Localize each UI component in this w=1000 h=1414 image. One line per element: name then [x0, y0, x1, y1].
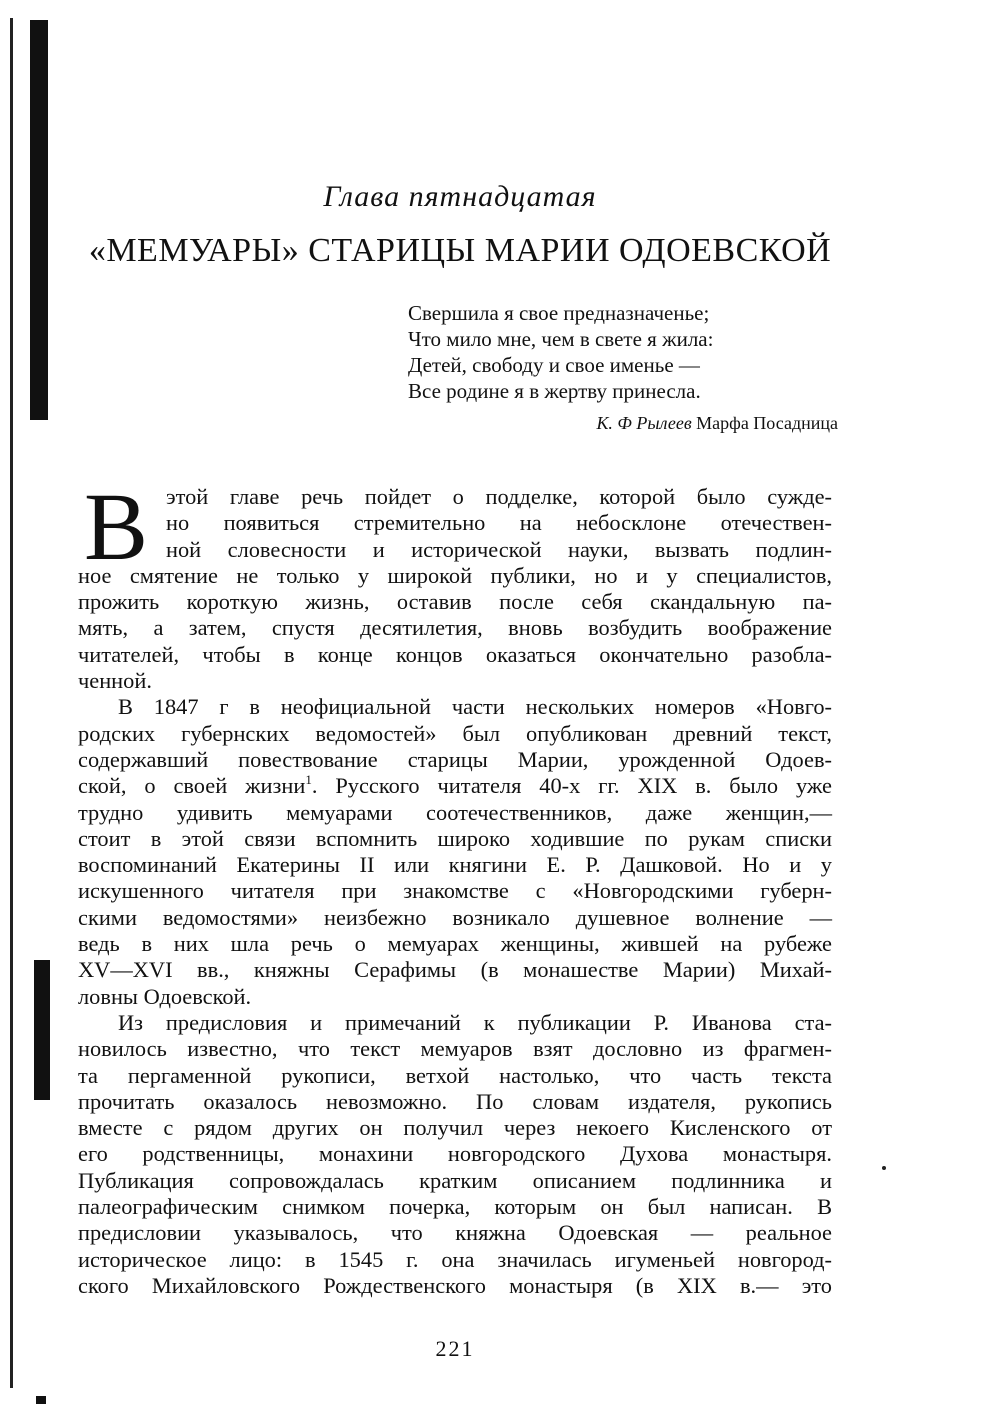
page-number: 221 [435, 1336, 475, 1361]
text-fragment: ской, о своей жизни [78, 773, 306, 799]
paragraph-1 [78, 473, 832, 694]
epigraph-attribution [408, 410, 838, 436]
text-line: ского Михайловского Рождественского монастыря (в XIX в.— это [78, 1272, 832, 1298]
epigraph [408, 300, 838, 436]
text-line: мять, а затем, спустя десятилетия, вновь возбудить воображение [78, 615, 832, 641]
text-line: ное смятение не только у широкой публики, но и у специалистов, [78, 562, 832, 588]
epigraph-work: Марфа Посадница [696, 413, 838, 433]
text-line: историческое лицо: в 1545 г. она значилась игуменьей новгород- [78, 1246, 832, 1272]
text-line: искушенного читателя при знакомстве с «Новгородскими губерн- [78, 878, 832, 904]
text-line: содержавший повествование старицы Марии, урожденной Одоев- [78, 746, 832, 772]
epigraph-line: Что мило мне, чем в свете я жила: [408, 327, 714, 351]
epigraph-line: Свершила я свое предназначенье; [408, 301, 710, 325]
text-line: трудно удивить мемуарами соотечественников, даже женщин,— [78, 799, 832, 825]
drop-cap: В [84, 473, 149, 580]
epigraph-line: Все родине я в жертву принесла. [408, 379, 701, 403]
text-line: прожить короткую жизнь, оставив после себя скандальную па- [78, 589, 832, 615]
text-line: XV—XVI вв., княжны Серафимы (в монашестве Марии) Михай- [78, 957, 832, 983]
paragraph-3 [78, 1010, 832, 1299]
scan-shadow-bottom [34, 960, 50, 1100]
body-text [78, 473, 832, 1299]
text-fragment: . Русского читателя 40-х гг. XIX в. было уже [311, 773, 832, 799]
paragraph-2 [78, 694, 832, 1010]
epigraph-line: Детей, свободу и свое именье — [408, 353, 700, 377]
text-line: прочитать оказалось невозможно. По словам издателя, рукопись [78, 1088, 832, 1114]
epigraph-author: К. Ф Рылеев [596, 413, 692, 433]
scan-shadow-top [30, 20, 48, 420]
text-line: ведь в них шла речь о мемуарах женщины, жившей на рубеже [78, 931, 832, 957]
text-line [78, 773, 832, 799]
text-line: предисловии указывалось, что княжна Одоевская — реальное [78, 1220, 832, 1246]
text-line: стоит в этой связи вспомнить широко ходившие по рукам списки [78, 825, 832, 851]
text-line: родских губернских ведомостей» был опубликован древний текст, [78, 720, 832, 746]
footnote-marker[interactable]: 1 [305, 772, 312, 788]
text-line: читателей, чтобы в конце концов оказаться окончательно разобла- [78, 641, 832, 667]
scan-edge-line [10, 18, 13, 1388]
text-line: Из предисловия и примечаний к публикации Р. Иванова ста- [118, 1009, 832, 1035]
text-line: воспоминаний Екатерины II или княгини Е. Р. Дашковой. Но и у [78, 852, 832, 878]
text-line: вместе с рядом других он получил через некоего Кисленского от [78, 1115, 832, 1141]
text-line: скими ведомостями» неизбежно возникало душевное волнение — [78, 904, 832, 930]
text-line: В 1847 г в неофициальной части нескольких номеров «Новго- [118, 694, 832, 720]
text-line: но появиться стремительно на небосклоне отечествен- [166, 510, 832, 536]
text-line: его родственницы, монахини новгородского Духова монастыря. [78, 1141, 832, 1167]
chapter-title: «МЕМУАРЫ» СТАРИЦЫ МАРИИ ОДОЕВСКОЙ [88, 232, 832, 269]
text-line: палеографическим снимком почерка, которым он был написан. В [78, 1194, 832, 1220]
chapter-number: Глава пятнадцатая [323, 180, 597, 213]
scan-mark [36, 1396, 46, 1404]
text-line: новилось известно, что текст мемуаров взят дословно из фрагмен- [78, 1036, 832, 1062]
scan-speck [882, 1166, 886, 1170]
text-line: Публикация сопровождалась кратким описанием подлинника и [78, 1167, 832, 1193]
text-line: ловны Одоевской. [78, 983, 252, 1009]
text-line: этой главе речь пойдет о подделке, которой было сужде- [166, 484, 832, 509]
text-line: ченной. [78, 668, 152, 694]
text-line: ной словесности и исторической науки, вызвать подлин- [166, 536, 832, 562]
text-line: та пергаменной рукописи, ветхой настолько, что часть текста [78, 1062, 832, 1088]
